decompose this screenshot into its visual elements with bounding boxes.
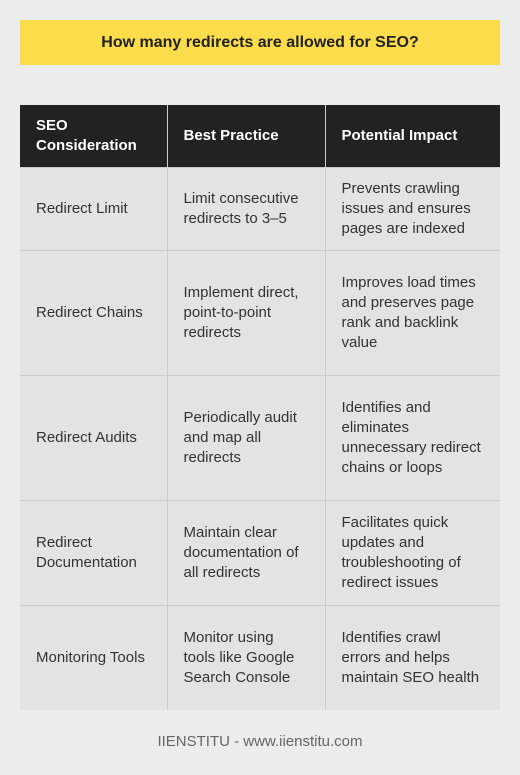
cell-impact: Improves load times and preserves page rank and backlink value — [325, 251, 500, 376]
page-title: How many redirects are allowed for SEO? — [20, 20, 500, 65]
table-row — [20, 168, 500, 251]
cell-impact: Prevents crawling issues and ensures pages are indexed — [325, 168, 500, 251]
cell-best-practice: Monitor using tools like Google Search Console — [167, 606, 325, 711]
header-seo-consideration: SEO Consideration — [20, 105, 167, 168]
table-row — [20, 606, 500, 711]
cell-best-practice: Limit consecutive redirects to 3–5 — [167, 168, 325, 251]
seo-redirects-table — [20, 105, 500, 710]
table-row — [20, 501, 500, 606]
footer-credit: IIENSTITU - www.iienstitu.com — [157, 733, 363, 750]
cell-best-practice: Implement direct, point-to-point redirects — [167, 251, 325, 376]
cell-impact: Facilitates quick updates and troubleshooting of redirect issues — [325, 501, 500, 606]
cell-consideration: Monitoring Tools — [20, 606, 167, 711]
header-best-practice: Best Practice — [167, 105, 325, 168]
cell-consideration: Redirect Chains — [20, 251, 167, 376]
header-potential-impact: Potential Impact — [325, 105, 500, 168]
cell-best-practice: Maintain clear documentation of all redirects — [167, 501, 325, 606]
cell-consideration: Redirect Documentation — [20, 501, 167, 606]
table-row — [20, 376, 500, 501]
cell-best-practice: Periodically audit and map all redirects — [167, 376, 325, 501]
cell-consideration: Redirect Audits — [20, 376, 167, 501]
cell-impact: Identifies and eliminates unnecessary redirect chains or loops — [325, 376, 500, 501]
table-header-row — [20, 105, 500, 168]
table-row — [20, 251, 500, 376]
cell-consideration: Redirect Limit — [20, 168, 167, 251]
cell-impact: Identifies crawl errors and helps maintain SEO health — [325, 606, 500, 711]
